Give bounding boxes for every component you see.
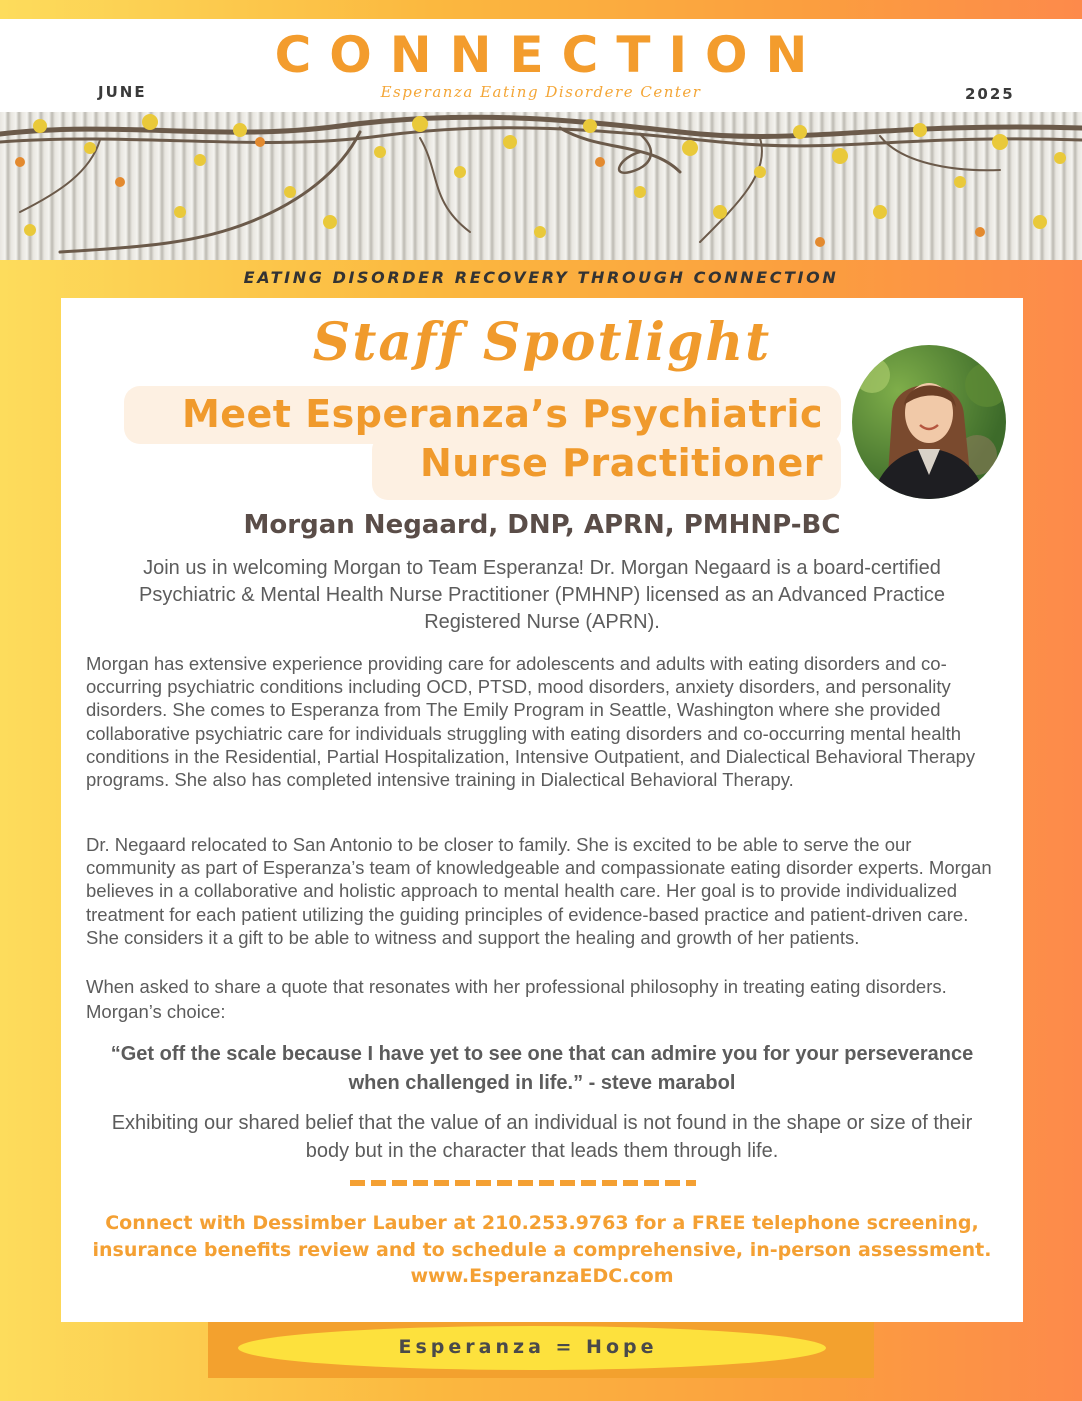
contact-info: [61, 1210, 1023, 1290]
staff-spotlight-card: [61, 298, 1023, 1322]
website-link[interactable]: www.EsperanzaEDC.com: [410, 1265, 674, 1287]
experience-paragraph: Morgan has extensive experience providing care for adolescents and adults with eating disorders and co-occurring psychiatric conditions including OCD, PTSD, mood disorders, anxiety disorders, and personality disorders. She comes to Esperanza from The Emily Program in Seattle, Washington where she provided collaborative psychiatric care for individuals struggling with eating disorders and co-occurring mental health conditions in the Residential, Partial Hospitalization, Intensive Outpatient, and Dialectical Behavioral Therapy programs. She also has completed intensive training in Dialectical Behavioral Therapy.: [86, 653, 976, 791]
article-title: [124, 386, 841, 500]
tagline: EATING DISORDER RECOVERY THROUGH CONNECTION: [243, 268, 839, 287]
section-heading: Staff Spotlight: [312, 312, 772, 373]
contact-line-2: insurance benefits review and to schedule a comprehensive, in-person assessment.: [92, 1238, 992, 1261]
quote-intro-paragraph: When asked to share a quote that resonates with her professional philosophy in treating eating disorders. Morgan’s choice:: [86, 976, 947, 1022]
dashed-divider: [350, 1180, 696, 1186]
philosophy-paragraph: Dr. Negaard relocated to San Antonio to be closer to family. She is excited to be able to serve the our community as part of Esperanza’s team of knowledgeable and compassionate eating disorder experts. Morgan believes in a collaborative and holistic approach to mental health care. Her goal is to provide individualized treatment for each patient utilizing the guiding principles of evidence-based practice and patient-driven care. She considers it a gift to be able to witness and support the healing and growth of her patients.: [86, 834, 992, 948]
staff-name: Morgan Negaard, DNP, APRN, PMHNP-BC: [243, 510, 841, 540]
title-line-2: Nurse Practitioner: [419, 441, 823, 485]
newsletter-title: CONNECTION: [274, 26, 826, 84]
title-line-1: Meet Esperanza’s Psychiatric: [181, 392, 823, 436]
masthead-header: [0, 19, 1082, 112]
footer-motto: Esperanza = Hope: [398, 1336, 658, 1358]
banner-photo: [0, 112, 1082, 260]
vine-illustration: [0, 112, 1082, 260]
staff-portrait-photo: [852, 345, 1006, 499]
newsletter-subtitle: Esperanza Eating Disordere Center: [380, 83, 702, 101]
featured-quote: “Get off the scale because I have yet to see one that can admire you for your perseverance when challenged in life.” - steve marabol: [110, 1043, 974, 1094]
contact-line-1: Connect with Dessimber Lauber at 210.253.9763 for a FREE telephone screening,: [105, 1212, 979, 1234]
issue-month: JUNE: [98, 83, 147, 101]
footer-bar: [208, 1322, 874, 1378]
issue-year: 2025: [965, 85, 1015, 103]
closing-statement: Exhibiting our shared belief that the value of an individual is not found in the shape or size of their body but in the character that leads them through life.: [111, 1112, 973, 1162]
intro-paragraph: Join us in welcoming Morgan to Team Esperanza! Dr. Morgan Negaard is a board-certified Psychiatric & Mental Health Nurse Practitioner (PMHNP) licensed as an Advanced Practice Registered Nurse (APRN).: [139, 557, 945, 633]
portrait-illustration: [852, 345, 1006, 499]
